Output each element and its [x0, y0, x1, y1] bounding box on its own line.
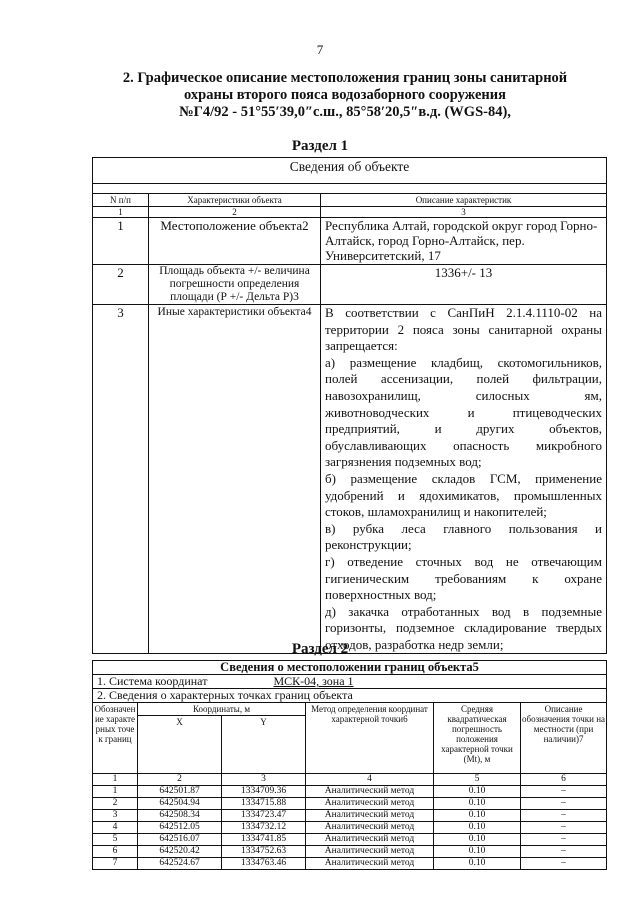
- coord-system-value: МСК-04, зона 1: [273, 674, 354, 688]
- point-y: 1334763.46: [222, 858, 306, 870]
- restriction-item: б) размещение складов ГСМ, применение удобрений и ядохимикатов, промышленных стоков, шламохранилищ и накопителей;: [325, 470, 602, 520]
- row-description: 1336+/- 13: [321, 265, 607, 305]
- point-accuracy: 0.10: [434, 786, 521, 798]
- header-designation: Обозначение характерных точек границ: [93, 703, 138, 774]
- col-number: 6: [521, 774, 607, 786]
- col-number: 4: [306, 774, 434, 786]
- table-row: [93, 798, 607, 810]
- point-x: 642501.87: [138, 786, 222, 798]
- row-characteristic: Иные характеристики объекта4: [149, 305, 321, 654]
- point-y: 1334752.63: [222, 846, 306, 858]
- coord-system-row: [93, 675, 607, 689]
- point-accuracy: 0.10: [434, 798, 521, 810]
- table-row: [93, 846, 607, 858]
- table-row: [93, 834, 607, 846]
- col-number: 2: [149, 207, 321, 218]
- point-method: Аналитический метод: [306, 822, 434, 834]
- row-num: 2: [93, 265, 149, 305]
- row-num: 3: [93, 305, 149, 654]
- point-x: 642520.42: [138, 846, 222, 858]
- table-row: [93, 218, 607, 265]
- col-number: 1: [93, 207, 149, 218]
- coord-system-label: 1. Система координат: [97, 674, 208, 688]
- point-method: Аналитический метод: [306, 786, 434, 798]
- header-num: N п/п: [93, 194, 149, 207]
- object-info-caption: Сведения об объекте: [93, 158, 607, 184]
- table-row: [93, 786, 607, 798]
- point-method: Аналитический метод: [306, 810, 434, 822]
- header-point-description: Описание обозначения точки на местности (при наличии)7: [521, 703, 607, 774]
- point-id: 1: [93, 786, 138, 798]
- point-id: 4: [93, 822, 138, 834]
- title-line-2: охраны второго пояса водозаборного сооружения: [184, 87, 506, 103]
- point-y: 1334741.85: [222, 834, 306, 846]
- row-characteristic: Местоположение объекта2: [149, 218, 321, 265]
- header-accuracy: Средняя квадратическая погрешность положения характерной точки (Mt), м: [434, 703, 521, 774]
- point-x: 642512.05: [138, 822, 222, 834]
- point-method: Аналитический метод: [306, 846, 434, 858]
- point-description: –: [521, 858, 607, 870]
- boundary-caption: Сведения о местоположении границ объекта5: [93, 661, 607, 675]
- point-id: 3: [93, 810, 138, 822]
- point-y: 1334709.36: [222, 786, 306, 798]
- point-accuracy: 0.10: [434, 858, 521, 870]
- point-x: 642508.34: [138, 810, 222, 822]
- header-x: X: [138, 716, 222, 774]
- table-row: [93, 810, 607, 822]
- point-accuracy: 0.10: [434, 846, 521, 858]
- point-y: 1334732.12: [222, 822, 306, 834]
- table-row: [93, 265, 607, 305]
- point-accuracy: 0.10: [434, 810, 521, 822]
- row-num: 1: [93, 218, 149, 265]
- point-x: 642516.07: [138, 834, 222, 846]
- point-y: 1334715.88: [222, 798, 306, 810]
- point-description: –: [521, 822, 607, 834]
- title-line-1: 2. Графическое описание местоположения границ зоны санитарной: [122, 70, 568, 86]
- point-method: Аналитический метод: [306, 834, 434, 846]
- col-number: 3: [222, 774, 306, 786]
- title-line-3: №Г4/92 - 51°55′39,0″с.ш., 85°58′20,5″в.д. (WGS-84),: [179, 104, 511, 120]
- col-number: 5: [434, 774, 521, 786]
- points-caption: 2. Сведения о характерных точках границ объекта: [93, 689, 607, 703]
- row-description: Республика Алтай, городской округ город Горно-Алтайск, город Горно-Алтайск, пер. Университетский, 17: [321, 218, 607, 265]
- header-method: Метод определения координат характерной точки6: [306, 703, 434, 774]
- point-method: Аналитический метод: [306, 858, 434, 870]
- point-description: –: [521, 846, 607, 858]
- point-method: Аналитический метод: [306, 798, 434, 810]
- document-title: [95, 70, 595, 121]
- spacer-row: [93, 184, 607, 194]
- col-number: 1: [93, 774, 138, 786]
- header-coords: Координаты, м: [138, 703, 306, 716]
- page-number: 7: [316, 42, 324, 57]
- point-accuracy: 0.10: [434, 822, 521, 834]
- point-accuracy: 0.10: [434, 834, 521, 846]
- restriction-item: а) размещение кладбищ, скотомогильников, полей ассенизации, полей фильтрации, навозохранилищ, силосных ям, животноводческих и птицеводческих предприятий, и других объектов, обуславливающих опасность микробного загрязнения подземных вод;: [325, 354, 602, 470]
- point-id: 7: [93, 858, 138, 870]
- restriction-item: в) рубка леса главного пользования и реконструкции;: [325, 520, 602, 553]
- point-id: 2: [93, 798, 138, 810]
- point-y: 1334723.47: [222, 810, 306, 822]
- table-row: [93, 305, 607, 654]
- row-description: [321, 305, 607, 654]
- point-x: 642504.94: [138, 798, 222, 810]
- table-row: [93, 858, 607, 870]
- object-info-table: [92, 157, 607, 654]
- header-characteristic: Характеристики объекта: [149, 194, 321, 207]
- restriction-item: д) закачка отработанных вод в подземные горизонты, подземное складирование твердых отходов, разработка недр земли;: [325, 603, 602, 652]
- header-description: Описание характеристик: [321, 194, 607, 207]
- point-id: 6: [93, 846, 138, 858]
- point-description: –: [521, 834, 607, 846]
- col-number: 2: [138, 774, 222, 786]
- row-characteristic: Площадь объекта +/- величина погрешности определения площади (Р +/- Дельта Р)3: [149, 265, 321, 305]
- point-id: 5: [93, 834, 138, 846]
- restriction-intro: В соответствии с СанПиН 2.1.4.1110-02 на территории 2 пояса зоны санитарной охраны запрещается:: [325, 305, 602, 354]
- point-x: 642524.67: [138, 858, 222, 870]
- restriction-item: г) отведение сточных вод не отвечающим гигиеническим требованиям к охране поверхностных вод;: [325, 553, 602, 603]
- table-row: [93, 822, 607, 834]
- point-description: –: [521, 810, 607, 822]
- section-1-heading: Раздел 1: [291, 138, 349, 154]
- header-y: Y: [222, 716, 306, 774]
- col-number: 3: [321, 207, 607, 218]
- boundary-points-table: [92, 660, 607, 870]
- point-description: –: [521, 798, 607, 810]
- point-description: –: [521, 786, 607, 798]
- section-2-heading: Раздел 2: [291, 641, 349, 657]
